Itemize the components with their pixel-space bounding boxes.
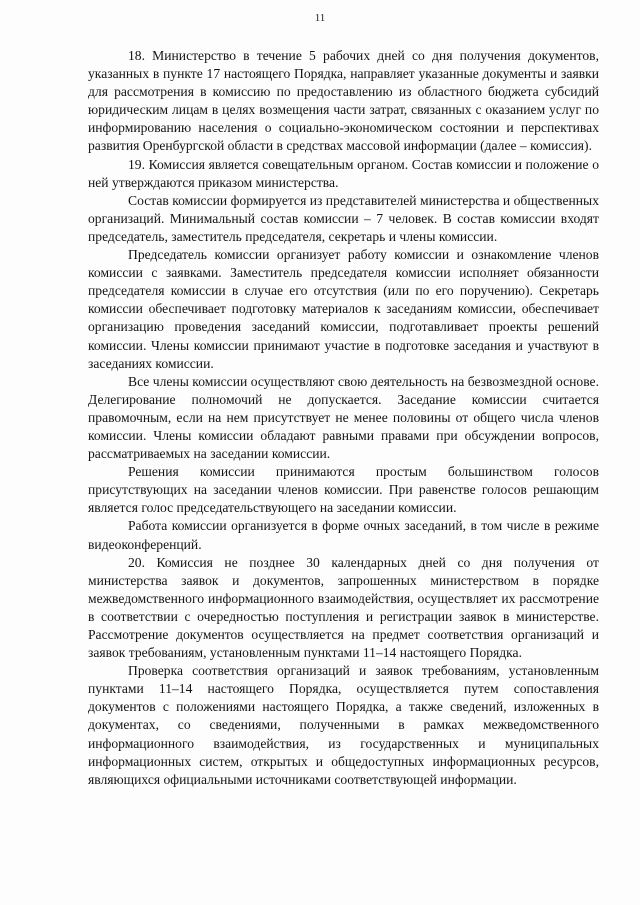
paragraph-commission-members: Все члены комиссии осуществляют свою деятельность на безвозмездной основе. Делегирование полномочий не допускается. Заседание комиссии считается правомочным, если на нем присутствует не менее половины от общего числа членов комиссии. Члены комиссии обладают равными правами при обсуждении вопросов, рассматриваемых на заседании комиссии.	[88, 373, 599, 462]
paragraph-commission-roles: Председатель комиссии организует работу комиссии и ознакомление членов комиссии с заявками. Заместитель председателя комиссии исполняет обязанности председателя комиссии в случае его отсутствия (или по его поручению). Секретарь комиссии обеспечивает подготовку материалов к заседаниям комиссии, обеспечивает организацию проведения заседаний комиссии, подготавливает проекты решений комиссии. Члены комиссии принимают участие в подготовке заседания и участвуют в заседаниях комиссии.	[88, 247, 599, 371]
paragraph-commission-decisions: Решения комиссии принимаются простым большинством голосов присутствующих на заседании членов комиссии. При равенстве голосов решающим является голос председательствующего на заседании комиссии.	[88, 464, 599, 516]
paragraph-18: 18. Министерство в течение 5 рабочих дней со дня получения документов, указанных в пункте 17 настоящего Порядка, направляет указанные документы и заявки для рассмотрения в комиссию по предоставлению из областного бюджета субсидий юридическим лицам в целях возмещения части затрат, связанных с оказанием услуг по информированию населения о социально-экономическом состоянии и перспективах развития Оренбургской области в средствах массовой информации (далее – комиссия).	[88, 48, 599, 154]
paragraph-20: 20. Комиссия не позднее 30 календарных дней со дня получения от министерства заявок и документов, запрошенных министерством в порядке межведомственного информационного взаимодействия, осуществляет их рассмотрение в соответствии с очередностью поступления и регистрации заявок в министерстве. Рассмотрение документов осуществляется на предмет соответствия организаций и заявок требованиям, установленным пунктами 11–14 настоящего Порядка.	[88, 554, 599, 661]
paragraph-verification: Проверка соответствия организаций и заявок требованиям, установленным пунктами 11–14 настоящего Порядка, осуществляется путем сопоставления документов с положениями настоящего Порядка, а также сведений, изложенных в документах, со сведениями, полученными в рамках межведомственного информационного взаимодействия, из государственных и муниципальных информационных систем, открытых и общедоступных информационных ресурсов, являющихся официальными источниками соответствующей информации.	[88, 663, 599, 787]
document-body	[88, 47, 599, 789]
paragraph-commission-composition: Состав комиссии формируется из представителей министерства и общественных организаций. Минимальный состав комиссии – 7 человек. В состав комиссии входят председатель, заместитель председателя, секретарь и члены комиссии.	[88, 192, 599, 244]
paragraph-commission-meetings: Работа комиссии организуется в форме очных заседаний, в том числе в режиме видеоконференций.	[88, 518, 599, 552]
page-number: 11	[314, 12, 326, 24]
paragraph-19: 19. Комиссия является совещательным органом. Состав комиссии и положение о ней утверждаются приказом министерства.	[88, 156, 599, 190]
